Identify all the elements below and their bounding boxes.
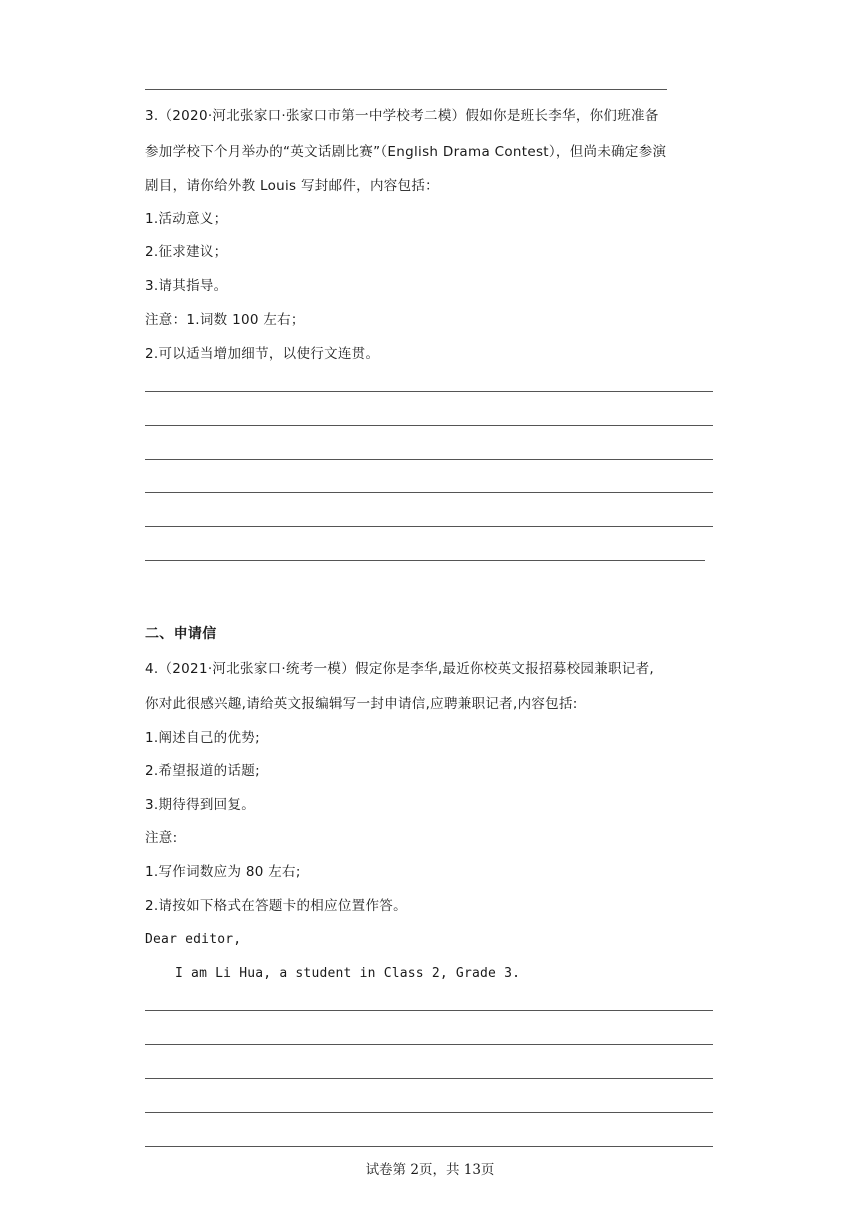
question-3-prompt-line-1: 3.（2020·河北张家口·张家口市第一中学校考二模）假如你是班长李华，你们班准备: [145, 108, 659, 124]
question-3-note: 2.可以适当增加细节，以使行文连贯。: [145, 346, 380, 362]
question-4-note: 1.写作词数应为 80 左右;: [145, 864, 301, 880]
question-4-prompt-line-1: 4.（2021·河北张家口·统考一模）假定你是李华,最近你校英文报招募校园兼职记者,: [145, 661, 655, 677]
answer-line: [145, 1112, 713, 1113]
question-4-item: 3.期待得到回复。: [145, 797, 256, 813]
answer-line: [145, 1044, 713, 1045]
letter-opening-sentence: I am Li Hua, a student in Class 2, Grade 3.: [175, 966, 521, 981]
answer-line: [145, 1078, 713, 1079]
answer-line: [145, 1146, 713, 1147]
page-footer: 试卷第 2页，共 13页: [365, 1162, 495, 1178]
question-4-note-label: 注意:: [145, 830, 178, 846]
answer-line: [145, 1010, 713, 1011]
question-3-item: 1.活动意义；: [145, 211, 228, 227]
answer-line: [145, 459, 713, 460]
answer-line: [145, 492, 713, 493]
answer-line: [145, 526, 713, 527]
answer-line: [145, 89, 667, 90]
question-3-item: 2.征求建议；: [145, 244, 228, 260]
answer-line: [145, 391, 713, 392]
question-3-note: 注意：1.词数 100 左右；: [145, 312, 305, 328]
question-4-prompt-line-2: 你对此很感兴趣,请给英文报编辑写一封申请信,应聘兼职记者,内容包括:: [145, 696, 578, 712]
letter-salutation: Dear editor,: [145, 932, 242, 947]
section-heading: 二、申请信: [145, 626, 217, 642]
question-4-item: 2.希望报道的话题;: [145, 763, 260, 779]
answer-line: [145, 425, 713, 426]
question-4-note: 2.请按如下格式在答题卡的相应位置作答。: [145, 898, 407, 914]
question-3-item: 3.请其指导。: [145, 278, 228, 294]
question-3-prompt-line-2: 参加学校下个月举办的“英文话剧比赛”（English Drama Contest），但尚未确定参演: [145, 144, 667, 160]
answer-line: [145, 560, 705, 561]
question-4-item: 1.阐述自己的优势;: [145, 730, 260, 746]
question-3-prompt-line-3: 剧目，请你给外教 Louis 写封邮件，内容包括：: [145, 178, 439, 194]
